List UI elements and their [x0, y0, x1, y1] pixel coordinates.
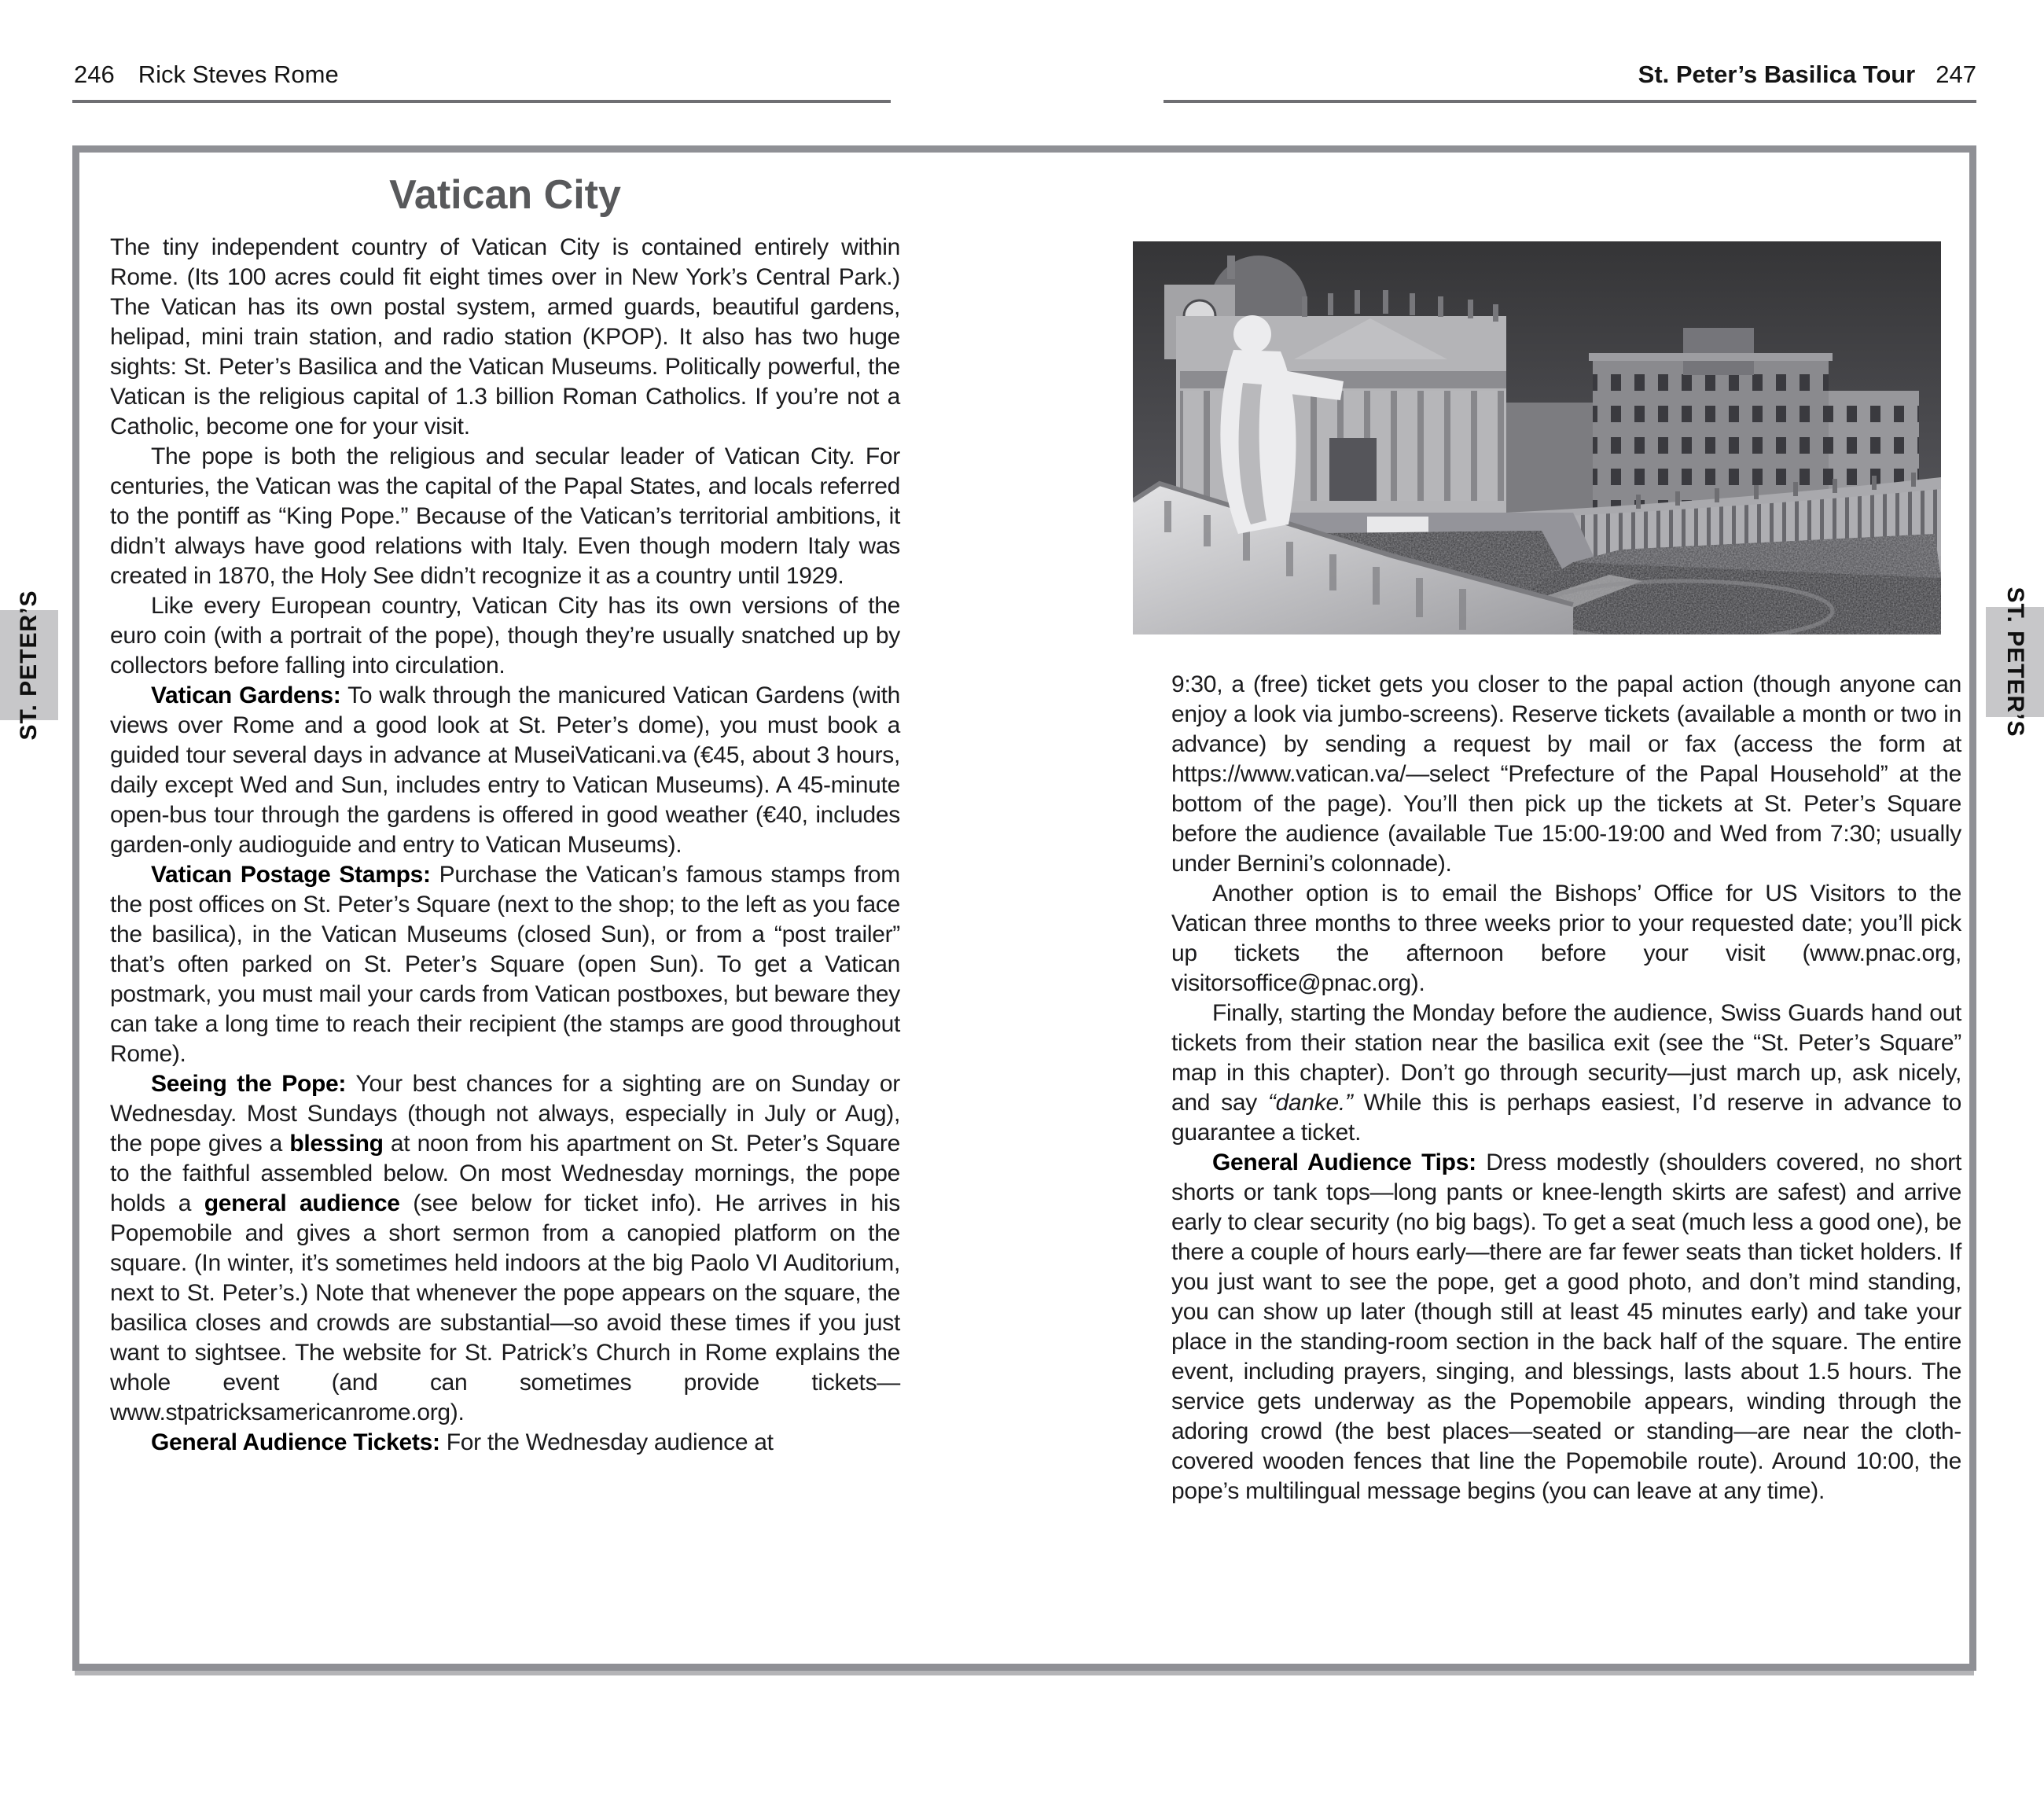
- bold-run: Vatican Gardens:: [151, 682, 341, 708]
- text-run: Purchase the Vatican’s famous stamps from the post offices on St. Peter’s Square (next to the shop; to the left as you face the basilica), in the Vatican Museums (closed Sun), or from a “post trailer” that’s often parked on St. Peter’s Square (open Sun). To get a Vatican postmark, you must mail your cards from Vatican postboxes, but beware they can take a long time to reach their recipient (the stamps are good throughout Rome).: [110, 862, 900, 1067]
- page-number-right: 247: [1936, 61, 1976, 88]
- text-run: Like every European country, Vatican City has its own versions of the euro coin (with a portrait of the pope), though they’re usually snatched up by collectors before falling into circulation.: [110, 593, 900, 679]
- paragraph: [110, 860, 900, 1069]
- bold-run: general audience: [204, 1190, 400, 1216]
- paragraph: [1171, 670, 1961, 879]
- text-run: To walk through the manicured Vatican Gardens (with views over Rome and a good look at St. Peter’s dome), you must book a guided tour several days in advance at MuseiVaticani.va (€45, about 3 hours, daily except Wed and Sun, includes entry to Vatican Museums). A 45-minute open-bus tour through the gardens is offered in good weather (€40, includes garden-only audioguide and entry to Vatican Museums).: [110, 682, 900, 858]
- text-run: Dress modestly (shoulders covered, no short shorts or tank tops—long pants or knee-length skirts are safest) and arrive early to clear security (no big bags). To get a seat (much less a good one), be there a couple of hours early—there are far fewer seats than ticket holders. If you just want to see the pope, get a good photo, and don’t mind standing, you can show up later (though still at least 45 minutes early) and take your place in the standing-room section in the back half of the square. The entire event, including prayers, singing, and blessings, lasts about 1.5 hours. The service gets underway as the Popemobile appears, winding through the adoring crowd (the best places—seated or standing—are near the cloth-covered wooden fences that line the Popemobile route). Around 10:00, the pope’s multilingual message begins (you can leave at any time).: [1171, 1149, 1962, 1504]
- st-peters-square-photo: [1133, 241, 1941, 634]
- header-rule-right: [1164, 100, 1976, 103]
- text-run: While this is perhaps easiest, I’d reserve in advance to guarantee a ticket.: [1171, 1090, 1961, 1146]
- bold-run: blessing: [289, 1131, 384, 1157]
- text-run: 9:30, a (free) ticket gets you closer to the papal action (though anyone can enjoy a look via jumbo-screens). Reserve tickets (available a month or two in advance) by sending a request by mail or fax (access the form at https://www.vatican.va/—select “Prefecture of the Papal Household” at the bottom of the page). You’ll then pick up the tickets at St. Peter’s Square before the audience (available Tue 15:00-19:00 and Wed from 7:30; usually under Bernini’s colonnade).: [1171, 671, 1961, 877]
- paragraph: [1171, 999, 1961, 1148]
- bold-run: General Audience Tips:: [1212, 1149, 1476, 1175]
- italic-run: “danke.”: [1267, 1090, 1353, 1116]
- paragraph: [1171, 1148, 1961, 1506]
- chapter-title: St. Peter’s Basilica Tour: [1638, 61, 1916, 88]
- chapter-tab-label: ST. PETER’S: [16, 590, 42, 741]
- text-run: The tiny independent country of Vatican City is contained entirely within Rome. (Its 100 acres could fit eight times over in New York’s Central Park.) The Vatican has its own postal system, armed guards, beautiful gardens, helipad, mini train station, and radio station (KPOP). It also has two huge sights: St. Peter’s Basilica and the Vatican Museums. Politically powerful, the Vatican is the religious capital of 1.3 billion Roman Catholics. If you’re not a Catholic, become one for your visit.: [110, 234, 900, 440]
- text-run: The pope is both the religious and secular leader of Vatican City. For centuries, the Vatican was the capital of the Papal States, and locals referred to the pontiff as “King Pope.” Because of the Vatican’s territorial ambitions, it didn’t always have good relations with Italy. Even though modern Italy was created in 1870, the Holy See didn’t recognize it as a country until 1929.: [110, 443, 900, 589]
- paragraph: [110, 442, 900, 591]
- running-head-right: [1638, 61, 1976, 88]
- bold-run: Vatican Postage Stamps:: [151, 862, 431, 888]
- page-number-left: 246: [74, 61, 115, 88]
- text-run: at noon from his apartment on St. Peter’s Square to the faithful assembled below. On most Wednesday mornings, the pope holds a: [110, 1131, 900, 1216]
- st-peters-square-photo-art: [1133, 241, 1941, 634]
- paragraph: [110, 681, 900, 860]
- paragraph: [110, 591, 900, 681]
- text-run: For the Wednesday audience at: [439, 1429, 774, 1455]
- chapter-tab-left: [0, 590, 58, 741]
- text-run: Another option is to email the Bishops’ Office for US Visitors to the Vatican three months to three weeks prior to your requested date; you’ll pick up tickets the afternoon before your visit (www.pnac.org, visitorsoffice@pnac.org).: [1171, 881, 1961, 996]
- header-rule-left: [72, 100, 891, 103]
- bold-run: Seeing the Pope:: [151, 1071, 347, 1097]
- text-run: Finally, starting the Monday before the audience, Swiss Guards hand out tickets from their station near the basilica exit (see the “St. Peter’s Square” map in this chapter). Don’t go through security—just march up, ask nicely, and say: [1171, 1000, 1961, 1116]
- bold-run: General Audience Tickets:: [151, 1429, 440, 1455]
- paragraph: [110, 233, 900, 442]
- right-column: [1171, 670, 1961, 1506]
- text-run: (see below for ticket info). He arrives in his Popemobile and gives a short sermon from a canopied platform on the square. (In winter, it’s sometimes held indoors at the big Paolo VI Auditorium, next to St. Peter’s.) Note that whenever the pope appears on the square, the basilica closes and crowds are substantial—so avoid these times if you just want to sightsee. The website for St. Patrick’s Church in Rome explains the whole event (and can sometimes provide tickets—www.stpatricksamericanrome.org).: [110, 1190, 900, 1425]
- text-run: Your best chances for a sighting are on Sunday or Wednesday. Most Sundays (though not always, especially in July or Aug), the pope gives a: [110, 1071, 900, 1157]
- paragraph: [110, 1069, 900, 1428]
- running-head-left: [74, 61, 339, 88]
- article-heading: Vatican City: [389, 172, 621, 218]
- paragraph: [1171, 879, 1961, 999]
- chapter-tab-right: [1986, 587, 2044, 737]
- left-column: [110, 233, 900, 1458]
- book-title: Rick Steves Rome: [138, 61, 339, 88]
- paragraph: [110, 1428, 900, 1458]
- chapter-tab-label: ST. PETER’S: [2002, 587, 2028, 737]
